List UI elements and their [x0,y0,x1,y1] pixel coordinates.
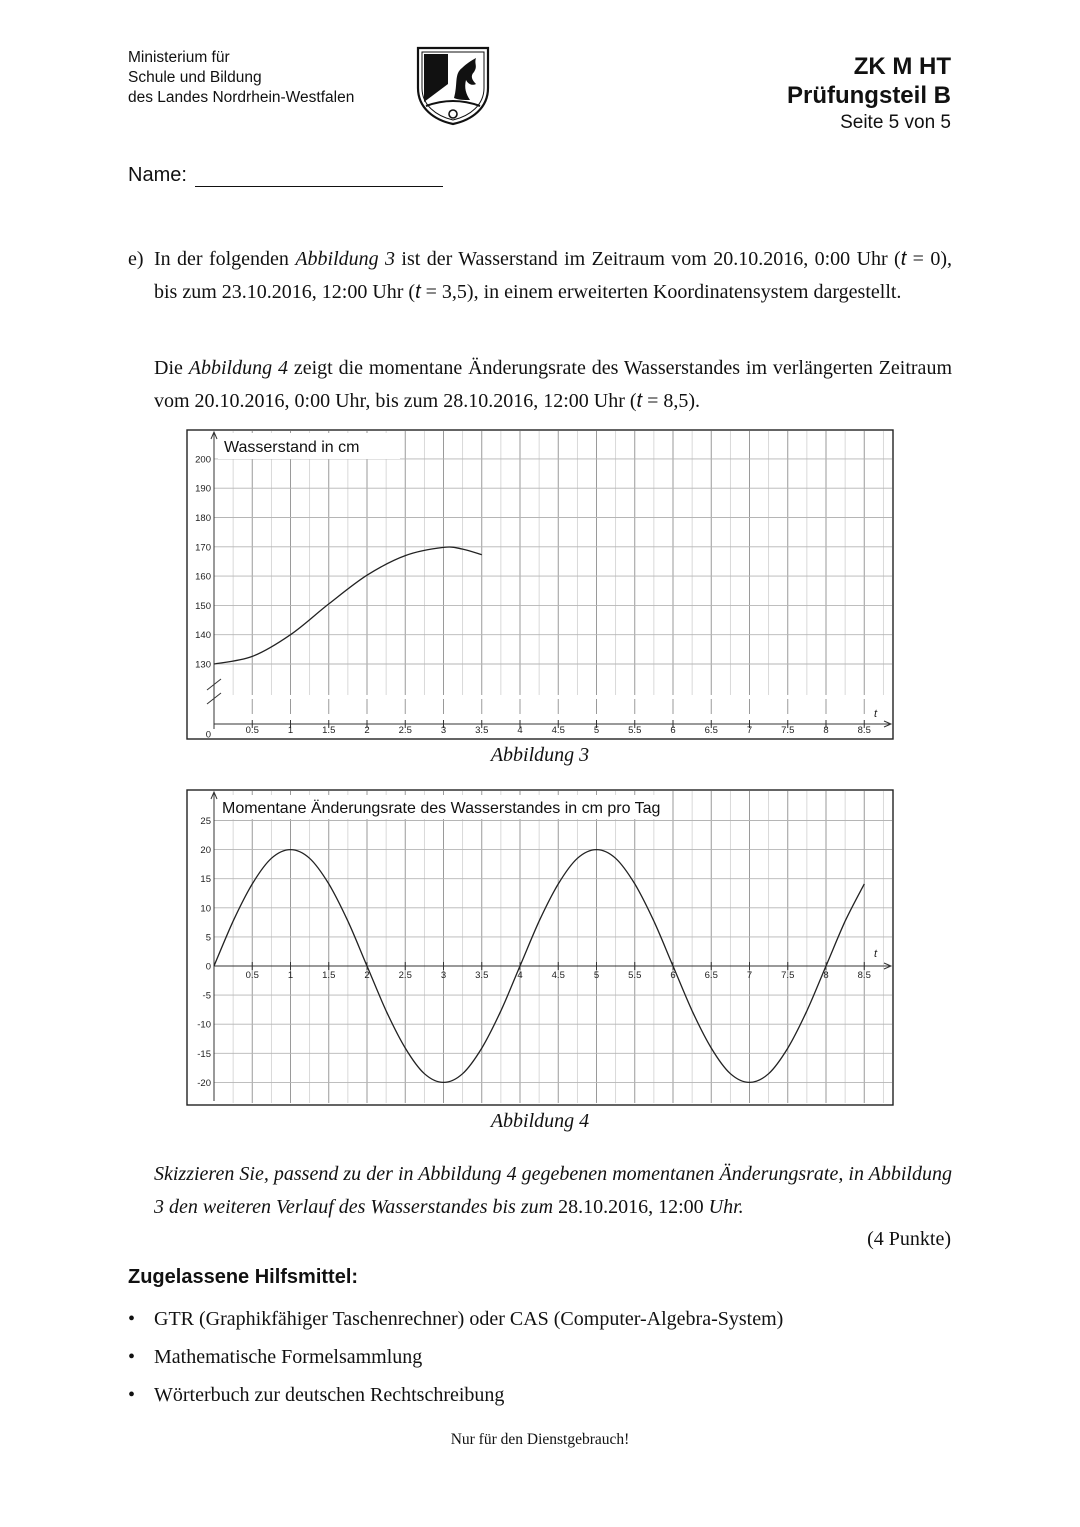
x-tick-label: 3 [440,970,447,981]
x-tick-label: 5 [593,970,600,981]
x-tick-label: 2 [364,970,370,981]
nrw-crest-icon [414,44,492,126]
exam-header [787,52,951,136]
task-e-text [154,243,952,309]
x-tick-label: 7.5 [781,970,795,981]
x-tick-label: 1.5 [322,725,336,736]
x-tick-label: 2 [364,725,370,736]
x-tick-label: 1 [287,725,294,736]
y-tick-label: 140 [195,630,211,642]
ministry-line-3: des Landes Nordrhein-Westfalen [128,89,355,106]
bullet: • [128,1384,136,1406]
exam-code: ZK M HT [853,53,951,80]
y-tick-label: 170 [195,542,211,554]
x-axis-name: t [874,708,878,720]
x-tick-label: 3 [440,725,447,736]
text-run: = 0), bis zum 23.10.2016, 12:00 Uhr ( [154,248,952,303]
variable-t: t [636,390,643,412]
text-run: = 3,5), in einem erweiterten Koordinatensystem dargestellt. [420,281,902,303]
y-tick-label: 200 [195,454,211,466]
name-input-line[interactable] [195,164,443,187]
task-e-paragraph [128,243,952,309]
list-item [128,1379,783,1417]
aid-text: Mathematische Formelsammlung [154,1346,423,1368]
text-run: zeigt die momentane Änderungsrate des Wasserstandes im verlängerten Zeitraum vom 20.10.2016, 0:00 Uhr, bis zum 28.10.2016, 12:00 Uhr ( [154,357,952,412]
chart-frame [187,430,893,739]
x-tick-label: 2.5 [398,725,412,736]
y-tick-label: 160 [195,571,211,583]
points-label: (4 Punkte) [867,1228,951,1250]
bullet: • [128,1308,136,1330]
x-tick-label: 1.5 [322,970,336,981]
aids-list [128,1303,783,1417]
x-tick-label: 5.5 [628,725,642,736]
text-run: In der folgenden [154,248,296,270]
x-tick-label: 3.5 [475,970,489,981]
x-tick-label: 0.5 [245,725,259,736]
text-run: 28.10.2016, 12:00 [558,1196,704,1218]
chart-abbildung-4 [186,789,894,1106]
x-tick-label: 8.5 [857,725,871,736]
y-tick-label: 130 [195,659,211,671]
y-tick-label: 5 [205,932,211,944]
x-tick-label: 6.5 [704,970,718,981]
ministry-line-1: Ministerium für [128,49,230,66]
y-tick-label: 10 [200,903,211,915]
footer-note: Nur für den Dienstgebrauch! [450,1431,630,1448]
text-run: Die [154,357,189,379]
name-field-row [128,164,443,187]
aid-text: GTR (Graphikfähiger Taschenrechner) oder CAS (Computer-Algebra-System) [154,1308,784,1330]
x-tick-label: 8.5 [857,970,871,981]
list-item [128,1341,783,1379]
y-tick-label: 15 [200,874,211,886]
name-label: Name: [128,164,187,186]
x-tick-label: 8 [823,725,829,736]
x-tick-label: 7 [746,725,753,736]
task-instruction [154,1158,952,1224]
text-run: ist der Wasserstand im Zeitraum vom 20.10.2016, 0:00 Uhr ( [395,248,901,270]
caption-abbildung-3: Abbildung 3 [490,744,590,766]
ministry-line-2: Schule und Bildung [128,69,262,86]
x-tick-label: 2.5 [398,970,412,981]
bullet: • [128,1346,136,1368]
text-run: Skizzieren Sie, passend zu der in Abbildung 4 gegebenen momentanen Änderungsrate, in Abbildung 3 den weiteren Verlauf des Wasserstandes bis zum [154,1163,952,1218]
chart-frame [187,790,893,1105]
variable-t: t [415,281,421,303]
x-tick-label: 7 [746,970,753,981]
text-run: Uhr. [703,1196,744,1218]
task-label: e) [128,248,144,270]
y-tick-label: -15 [197,1048,211,1060]
x-tick-label: 5 [593,725,600,736]
x-axis-name: t [874,948,878,960]
page-number: Seite 5 von 5 [840,112,951,133]
x-tick-label: 6.5 [704,725,718,736]
y-tick-label: -5 [202,990,211,1002]
y-tick-label: 150 [195,600,211,612]
caption-abbildung-4: Abbildung 4 [490,1110,590,1132]
x-tick-label: 6 [670,725,676,736]
exam-part: Prüfungsteil B [786,82,951,109]
x-tick-label: 8 [823,970,829,981]
y-tick-label: 180 [195,513,211,524]
x-tick-label: 7.5 [781,725,795,736]
y-tick-label: 190 [195,483,211,495]
task-e-paragraph-2 [154,352,952,418]
x-tick-label: 0.5 [245,970,259,981]
x-tick-label: 4 [517,970,523,981]
x-tick-label: 4.5 [551,970,565,981]
y-tick-label: 25 [200,816,211,827]
aid-text: Wörterbuch zur deutschen Rechtschreibung [154,1384,505,1406]
chart-abbildung-3 [186,429,894,740]
y-tick-label: -20 [197,1077,211,1089]
x-tick-label: 4.5 [551,725,565,736]
x-tick-label: 3.5 [475,725,489,736]
ministry-name [128,48,354,108]
y-axis-title: Wasserstand in cm [224,439,360,456]
figure-ref: Abbildung 3 [295,248,396,270]
x-tick-label: 4 [517,725,523,736]
y-tick-label: 0 [205,729,211,740]
text-run: = 8,5). [642,390,701,412]
aids-title: Zugelassene Hilfsmittel: [128,1266,359,1288]
x-tick-label: 1 [287,970,294,981]
y-tick-label: 20 [200,845,211,857]
x-tick-label: 5.5 [628,970,642,981]
y-tick-label: 0 [205,961,211,973]
figure-ref: Abbildung 4 [188,357,288,379]
y-axis-title: Momentane Änderungsrate des Wasserstandes in cm pro Tag [222,800,661,817]
list-item [128,1303,783,1341]
y-tick-label: -10 [197,1019,211,1031]
x-tick-label: 6 [670,970,676,981]
variable-t: t [900,248,907,270]
